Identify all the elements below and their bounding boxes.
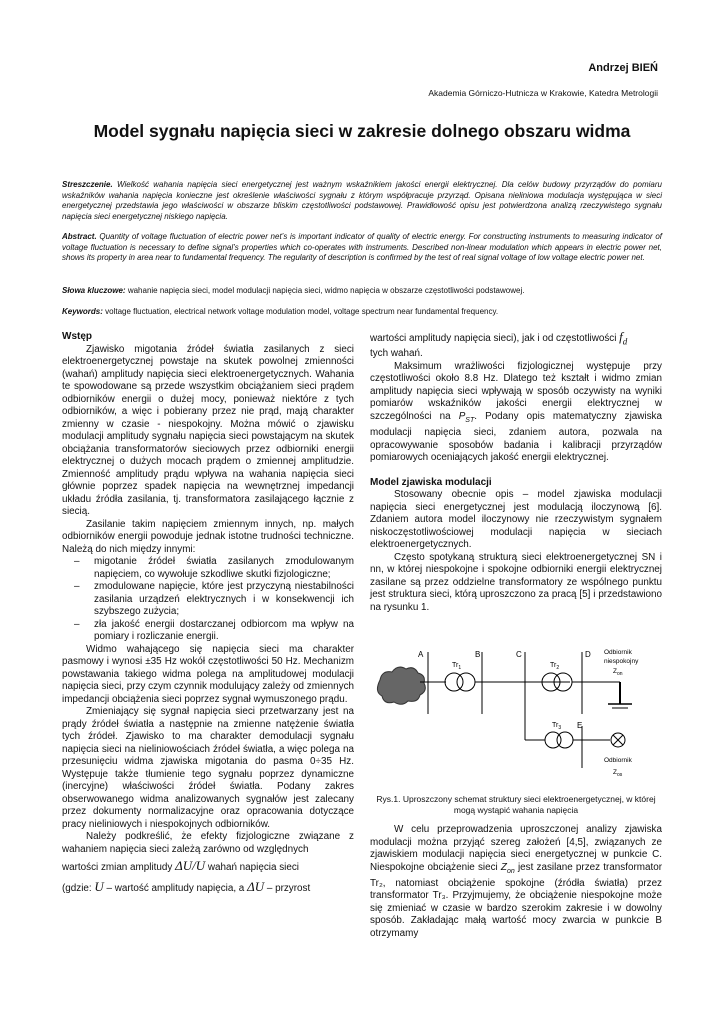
- math-symbol: f: [619, 329, 623, 344]
- transformer-tr3-coil: [545, 732, 561, 748]
- left-paragraph-5: Należy podkreślić, że efekty fizjologiczne związane z wahaniem napięcia sieci zależą zarówno od względnych: [62, 831, 354, 855]
- left-paragraph-5b: [62, 856, 354, 877]
- symbol-z: Z: [500, 861, 507, 873]
- keywords-pl-label: Słowa kluczowe:: [62, 286, 126, 295]
- text-fragment: wartości zmian amplitudy: [62, 862, 173, 873]
- point-label-d: D: [585, 650, 591, 659]
- abstract-label: Abstract.: [62, 232, 97, 241]
- abstract-text: Quantity of voltage fluctuation of electric power net’s is important indicator of quality of electric energy. For constructing instruments to measuring indicator of voltage fluctuation is necessary to define signal’s properties which co-operates with instruments. Described non-linear modulation which appears in electric power net, shows its property in area near to fundamental frequency. The regularity of description is confirmed by the test of real signal voltage of low voltage electric power net.: [62, 232, 662, 262]
- math-subscript: d: [622, 336, 628, 347]
- transformer-label-tr3: $Tr_3$: [552, 722, 562, 731]
- right-paragraph-3: Stosowany obecnie opis – model zjawiska modulacji napięcia sieci energetycznej jest modulacją iloczynową [6]. Zdaniem autora model iloczynowy nie rzeczywistym sygnałem niskoczęstotliwościowej modulacji napięcia w sieciach elektroenergetycznych.: [370, 489, 662, 551]
- right-paragraph-5: [370, 824, 662, 940]
- keywords-pl: [62, 286, 662, 297]
- left-column: [62, 331, 354, 898]
- text-fragment: – przyrost: [266, 883, 311, 894]
- load-label-unsteady-1: Odbiornik: [604, 649, 632, 656]
- affiliation: Akademia Górniczo-Hutnicza w Krakowie, Katedra Metrologii: [428, 88, 658, 98]
- text-fragment: . Podany opis matematyczny zjawiska modulacji napięcia sieci, zdaniem autora, pozwala na opracowywanie sposobów badania i kalibracji przyrządów pomiarowych oceniających jakość energii elektrycznej.: [370, 410, 662, 464]
- left-paragraph-3: Widmo wahającego się napięcia sieci ma charakter pasmowy i wynosi ±35 Hz wokół częstotliwości 50 Hz. Mechanizm powstawania takiego widma polega na amplitudowej modulacji napięcia sieci, przy czym czynnik modulujący zależy od zmiennych impedancji obciążenia sieci poprzez sygnał wymuszonego prądu.: [62, 643, 354, 705]
- right-paragraph-2: [370, 361, 662, 465]
- transformer-label-tr2: $Tr_2$: [550, 662, 560, 671]
- cloud-icon: [377, 667, 425, 704]
- list-item: – zła jakość energii dostarczanej odbiorcom ma wpływ na pomiary i rozliczanie energii.: [94, 619, 354, 644]
- point-label-c: C: [516, 650, 522, 659]
- keywords-en: [62, 307, 662, 318]
- left-paragraph-2: Zasilanie takim napięciem zmiennym innych, np. małych odbiorników energii powoduje jednak istotne trudności techniczne. Należą do nich między innymi:: [62, 518, 354, 555]
- list-item: – zmodulowane napięcie, które jest przyczyną niestabilności zasilania urządzeń elektrycznych i w konsekwencji ich szybszego zużycia;: [94, 581, 354, 619]
- streszczenie-label: Streszczenie.: [62, 180, 113, 189]
- point-label-b: B: [475, 650, 481, 659]
- author-name: Andrzej BIEŃ: [588, 62, 658, 74]
- text-fragment: wahań napięcia sieci: [207, 862, 299, 873]
- math-u: U: [94, 879, 104, 894]
- difficulties-list: [62, 556, 354, 644]
- math-delta-u: ΔU: [247, 879, 265, 894]
- keywords-pl-text: wahanie napięcia sieci, model modulacji napięcia sieci, widmo napięcia w obszarze częstotliwości podstawowej.: [127, 286, 525, 295]
- keywords-en-label: Keywords:: [62, 307, 103, 316]
- list-item: – migotanie źródeł światła zasilanych zmodulowanym napięciem, co wywołuje szkodliwe skutki fizjologiczne;: [94, 556, 354, 581]
- point-label-e: E: [577, 721, 583, 730]
- text-fragment: Maksimum wrażliwości fizjologicznej występuje przy częstotliwości około 8.8 Hz. Dlatego też kształt i widmo zmian amplitudy napięcia sieci wpływają w sposób oczywisty na wyniki pomiarów wskaźników jakości energii elektrycznej w szczególności na: [370, 360, 662, 422]
- left-paragraph-1: Zjawisko migotania źródeł światła zasilanych z sieci elektroenergetycznej powstaje na skutek powolnej zmienności (wahań) amplitudy napięcia sieci elektroenergetycznych. Wahania te spowodowane są przede wszystkim obciążaniem sieci prądem odbiorników energii o dużej mocy, ponieważ niektóre z tych odbiorników, a więc i pobierany przez nie prąd, mają charakter zmienny w czasie - niespokojny. Można mówić o zjawisku modulacji amplitudy sygnału napięcia sieci powstającym na skutek obciążania transformatorów sieciowych przez odbiorniki energii elektrycznej o dużych mocach prądem o zmiennej amplitudzie. Zmienność amplitudy prądu wpływa na wahania napięcia sieci głównie poprzez spadek napięcia na wewnętrznej impedancji układu źródła zasilania, tj. transformatora zasilającego łącznie z siecią.: [62, 343, 354, 517]
- text-fragment: tych wahań.: [370, 348, 423, 360]
- text-fragment: jest zasilane przez transformator Tr₂, natomiast obciążenie spokojne (źródła światła) przez transformator Tr₃. Przyjmujemy, że obciążenie niespokojne może się zmieniać w czasie w bardzo szerokim zakresie i w dowolny sposób. Zakładając małą wartość mocy zwarcia w punkcie B otrzymamy: [370, 861, 662, 939]
- figure-caption: Rys.1. Uproszczony schemat struktury sieci elektroenergetycznej, w której mogą wystąpić wahania napięcia: [376, 794, 656, 815]
- right-paragraph-4: Często spotykaną strukturą sieci elektroenergetycznej SN i nn, w której niespokojne i spokojne odbiorniki energii elektrycznej zasilane są przez oddzielne transformatory ze wspólnego punktu jest struktura sieci, którą uproszczono za pracą [5] i przedstawiono na rysunku 1.: [370, 551, 662, 613]
- network-diagram-svg: [370, 640, 662, 790]
- load-label-zon: $Z_{on}$: [613, 668, 623, 677]
- paper-title: Model sygnału napięcia sieci w zakresie dolnego obszaru widma: [93, 121, 631, 141]
- text-fragment: W celu przeprowadzenia uproszczonej analizy zjawiska modulacji można przyjąć szereg założeń [4,5], związanych ze zjawiskiem modulacji napięcia sieci energetycznej w punkcie C. Niespokojne obciążenie sieci: [370, 824, 662, 873]
- symbol-subscript: on: [506, 867, 515, 875]
- text-fragment: wartości amplitudy napięcia sieci), jak i od częstotliwości: [370, 333, 617, 344]
- math-fd: [619, 329, 628, 347]
- symbol-p: P: [458, 410, 466, 422]
- abstract-block: [62, 232, 662, 264]
- right-paragraph-1: [370, 331, 662, 361]
- network-diagram: [370, 640, 662, 795]
- load-label-zos: $Z_{os}$: [613, 769, 623, 778]
- right-column-bottom: [370, 824, 662, 940]
- keywords-en-text: voltage fluctuation, electrical network voltage modulation model, voltage spectrum near fundamental frequency.: [105, 307, 499, 316]
- section-heading-wstep: Wstęp: [62, 331, 92, 342]
- section-heading-model: Model zjawiska modulacji: [370, 476, 492, 488]
- transformer-tr1-coil: [457, 673, 475, 691]
- symbol-subscript: ST: [465, 416, 475, 424]
- text-fragment: (gdzie:: [62, 883, 92, 894]
- text-fragment: – wartość amplitudy napięcia, a: [106, 883, 245, 894]
- streszczenie-text: Wielkość wahania napięcia sieci energetycznej jest ważnym wskaźnikiem jakości energii elektrycznej. Dla celów budowy przyrządów do pomiaru wskaźników wahania napięcia konieczne jest określenie właściwości sygnału z którym współpracuje przyrząd. Opisana nieliniowa modulacja występująca w sieci energetycznej przedstawia jego właściwości w obszarze bliskim częstotliwości podstawowej. Prawidłowość opisu jest potwierdzona analizą rzeczywistego sygnału napięcia sieci energetycznej niskiego napięcia.: [62, 180, 662, 221]
- load-label-unsteady-2: niespokojny: [604, 658, 639, 665]
- math-delta-u-over-u: ΔU/U: [175, 858, 206, 873]
- load-label-steady: Odbiornik: [604, 757, 632, 764]
- right-column: [370, 331, 662, 614]
- transformer-tr3-coil: [557, 732, 573, 748]
- streszczenie-block: [62, 180, 662, 222]
- transformer-label-tr1: $Tr_1$: [452, 662, 462, 671]
- point-label-a: A: [418, 650, 424, 659]
- left-paragraph-5c: [62, 877, 354, 898]
- transformer-tr1-coil: [445, 673, 463, 691]
- left-paragraph-4: Zmieniający się sygnał napięcia sieci przetwarzany jest na prądy źródeł światła a następnie na zmienne natężenie światła tych źródeł. Zjawisko to ma charakter demodulacji sygnału napięcia sieci na nieliniowościach źródeł światła, a więc polega na przesunięciu widma zjawiska migotania do pasma 0÷35 Hz. Występuje także tłumienie tego sygnału poprzez dynamiczne (inercyjne) właściwości źródeł światła. Podany zakres obserwowanego widma analizowanych sygnałów jest zalecany przez dokumenty normalizacyjne oraz opracowania dotyczące pracy nieliniowych i niespokojnych odbiorników.: [62, 706, 354, 830]
